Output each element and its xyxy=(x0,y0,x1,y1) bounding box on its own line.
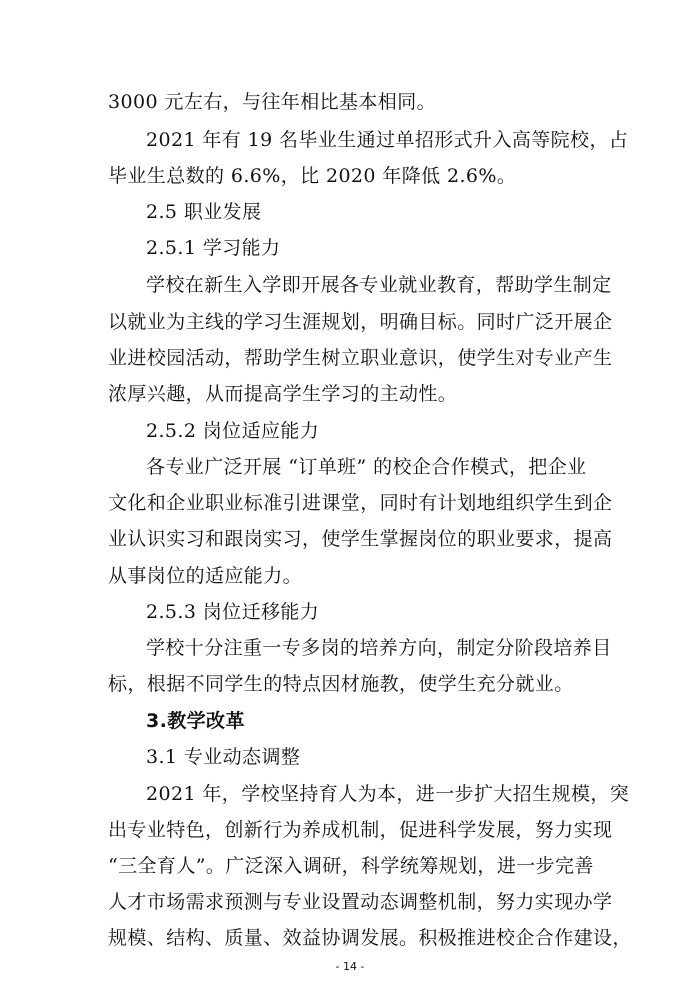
paragraph-line: 人才市场需求预测与专业设置动态调整机制，努力实现办学 xyxy=(108,891,613,913)
paragraph-line: 浓厚兴趣，从而提高学生学习的主动性。 xyxy=(108,383,458,405)
paragraph-line: 2021 年，学校坚持育人为本，进一步扩大招生规模，突 xyxy=(146,783,630,805)
paragraph-line: “三全育人”。广泛深入调研，科学统筹规划，进一步完善 xyxy=(108,855,594,877)
page-number: - 14 - xyxy=(335,960,365,973)
subsection-heading: 3.1 专业动态调整 xyxy=(146,746,301,768)
paragraph-line: 出专业特色，创新行为养成机制，促进科学发展，努力实现 xyxy=(108,819,613,841)
paragraph-line: 2021 年有 19 名毕业生通过单招形式升入高等院校，占 xyxy=(146,129,629,151)
paragraph-line: 规模、结构、质量、效益协调发展。积极推进校企合作建设， xyxy=(108,927,632,949)
paragraph-line: 毕业生总数的 6.6%，比 2020 年降低 2.6%。 xyxy=(108,165,517,187)
section-heading: 3.教学改革 xyxy=(146,710,245,732)
paragraph-line: 各专业广泛开展 “订单班” 的校企合作模式，把企业 xyxy=(146,456,587,478)
section-heading: 2.5 职业发展 xyxy=(146,201,262,223)
paragraph-line: 文化和企业职业标准引进课堂，同时有计划地组织学生到企 xyxy=(108,492,613,514)
paragraph-line: 标，根据不同学生的特点因材施教，使学生充分就业。 xyxy=(108,673,574,695)
paragraph-line: 学校在新生入学即开展各专业就业教育，帮助学生制定 xyxy=(146,274,612,296)
subsection-heading: 2.5.3 岗位迁移能力 xyxy=(146,601,320,623)
subsection-heading: 2.5.1 学习能力 xyxy=(146,237,281,259)
paragraph-line: 业进校园活动，帮助学生树立职业意识，使学生对专业产生 xyxy=(108,347,613,369)
subsection-heading: 2.5.2 岗位适应能力 xyxy=(146,420,320,442)
paragraph-line: 学校十分注重一专多岗的培养方向，制定分阶段培养目 xyxy=(146,637,612,659)
paragraph-line: 以就业为主线的学习生涯规划，明确目标。同时广泛开展企 xyxy=(108,311,613,333)
paragraph-line: 3000 元左右，与往年相比基本相同。 xyxy=(108,91,436,113)
paragraph-line: 从事岗位的适应能力。 xyxy=(108,565,303,587)
paragraph-line: 业认识实习和跟岗实习，使学生掌握岗位的职业要求，提高 xyxy=(108,528,613,550)
